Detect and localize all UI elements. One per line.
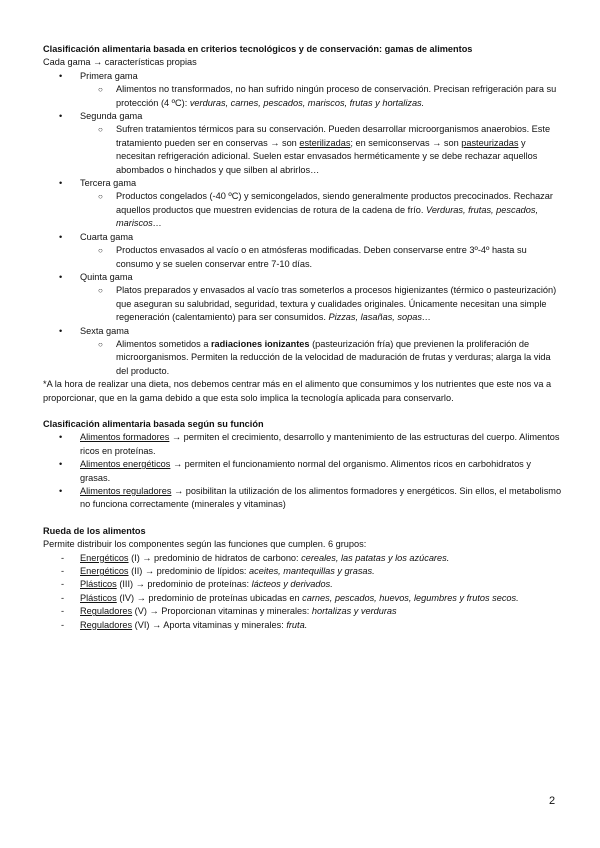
rueda-term: Reguladores (80, 619, 133, 630)
funcion-text: → permiten el crecimiento, desarrollo y mantenimiento de las estructuras del cuerpo. Alimentos ricos en proteínas. (80, 432, 560, 456)
gamas-note: *A la hora de realizar una dieta, nos debemos centrar más en el alimento que consumimos y los nutrientes que este nos va a proporcionar, que en la gama debido a que esta solo implica la tecnología aplicada para conservarlo. (43, 379, 552, 403)
desc-examples: Pizzas, lasañas, sopas… (328, 312, 432, 323)
desc-text: Alimentos sometidos a (116, 338, 211, 349)
rueda-examples: carnes, pescados, huevos, legumbres y frutos secos. (302, 592, 519, 603)
desc-text: Productos envasados al vacío o en atmósferas modificadas. Deben conservarse entre 3º-4º hasta su consumo y se suelen conservar entre 7-10 días. (116, 245, 527, 269)
section-title-gamas: Clasificación alimentaria basada en criterios tecnológicos y de conservación: gamas de alimentos (43, 44, 473, 54)
gama-item: • Quinta gama (59, 271, 133, 282)
rueda-list (43, 552, 563, 632)
term-pasteurizadas: pasteurizadas (461, 137, 519, 148)
gama-description: ○ Alimentos sometidos a radiaciones ionizantes (pasteurización fría) que previenen la proliferación de microorganismos. Permiten la reducción de la velocidad de maduración de frutas y verduras; alarga la vida del producto. (98, 338, 551, 376)
funcion-text: → posibilitan la utilización de los alimentos formadores y energéticos. Sin ellos, el metabolismo no funciona correctamente (minerales y vitaminas) (80, 486, 562, 510)
desc-text: ; en semiconservas → son (350, 137, 462, 148)
gama-item: • Cuarta gama (59, 231, 134, 242)
gama-name: Tercera gama (80, 178, 137, 189)
gama-description: ○ Alimentos no transformados, no han sufrido ningún proceso de conservación. Precisan refrigeración para su protección (4 ºC): verduras, carnes, pescados, mariscos, frutas y hortalizas. (98, 84, 557, 108)
rueda-term: Energéticos (80, 552, 129, 563)
funcion-item: • Alimentos energéticos → permiten el funcionamiento normal del organismo. Alimentos ricos en carbohidratos y grasas. (59, 459, 531, 483)
gama-name: Cuarta gama (80, 231, 134, 242)
desc-examples: Verduras, frutas, pescados, mariscos… (116, 204, 539, 229)
rueda-term: Energéticos (80, 566, 129, 577)
rueda-text: (III) → predominio de proteínas: (116, 579, 252, 590)
rueda-examples: cereales, las patatas y los azúcares. (301, 552, 450, 563)
gama-name: Quinta gama (80, 271, 133, 282)
desc-text: (pasteurización fría) que previenen la proliferación de microorganismos. Permiten la reducción de la velocidad de maduración de frutas y verduras; alarga la vida del producto. (116, 338, 551, 376)
rueda-item: - Energéticos (II) → predominio de lípidos: aceites, mantequillas y grasas. (61, 566, 375, 577)
funcion-item: • Alimentos reguladores → posibilitan la utilización de los alimentos formadores y energéticos. Sin ellos, el metabolismo no funciona correctamente (minerales y vitaminas) (59, 486, 562, 510)
funcion-item: • Alimentos formadores → permiten el crecimiento, desarrollo y mantenimiento de las estructuras del cuerpo. Alimentos ricos en proteínas. (59, 432, 560, 456)
page-number: 2 (549, 795, 556, 807)
desc-text: y necesitan refrigeración adicional. Suelen estar envasados herméticamente y se debe rechazar aquellos abombados o hinchados y que silben al abrirlos… (116, 137, 538, 175)
document-page (43, 43, 563, 632)
rueda-item: - Reguladores (VI) → Aporta vitaminas y minerales: fruta. (61, 619, 308, 630)
gama-description: ○ Platos preparados y envasados al vacío tras someterlos a procesos higienizantes (térmico o pasteurización) que aseguran su salubridad, seguridad, textura y cualidades originales. Únicamente necesitan una simple regeneración (calentamiento) para ser consumidos. Pizzas, lasañas, sopas… (98, 285, 557, 323)
funcion-term: Alimentos reguladores (80, 486, 172, 496)
gama-item: • Sexta gama (59, 325, 130, 336)
funcion-term: Alimentos formadores (80, 432, 170, 443)
funcion-text: → permiten el funcionamiento normal del organismo. Alimentos ricos en carbohidratos y grasas. (80, 459, 531, 483)
term-radiaciones: radiaciones ionizantes (210, 338, 310, 349)
rueda-text: (VI) → Aporta vitaminas y minerales: (132, 619, 287, 630)
rueda-term: Plásticos (80, 579, 117, 590)
desc-text: Alimentos no transformados, no han sufrido ningún proceso de conservación. Precisan refrigeración para su protección (4 ºC): (116, 84, 557, 108)
rueda-text: (IV) → predominio de proteínas ubicadas en (116, 592, 303, 603)
term-esterilizadas: esterilizadas (299, 137, 351, 148)
rueda-item: - Plásticos (III) → predominio de proteínas: lácteos y derivados. (61, 579, 333, 590)
rueda-text: (II) → predominio de lípidos: (128, 566, 250, 577)
rueda-item: - Plásticos (IV) → predominio de proteínas ubicadas en carnes, pescados, huevos, legumbres y frutos secos. (61, 592, 519, 603)
gama-description: ○ Productos congelados (-40 ºC) y semicongelados, siendo generalmente productos precocinados. Rechazar aquellos productos que muestren evidencias de rotura de la cadena de frío. Verduras, frutas, pescados, mariscos… (98, 191, 553, 229)
rueda-examples: hortalizas y verduras (311, 606, 397, 617)
section-title-funcion: Clasificación alimentaria basada según su función (43, 418, 264, 429)
gama-item: • Tercera gama (59, 178, 137, 189)
rueda-intro: Permite distribuir los componentes según las funciones que cumplen. 6 grupos: (43, 539, 367, 550)
desc-examples: verduras, carnes, pescados, mariscos, frutas y hortalizas. (189, 97, 425, 108)
gama-description: ○ Sufren tratamientos térmicos para su conservación. Pueden desarrollar microorganismos anaerobios. Este tratamiento pueden ser en conservas → son esterilizadas; en semiconservas → son pasteurizadas y necesitan refrigeración adicional. Suelen estar envasados herméticamente y se debe rechazar aquellos abombados o hinchados y que silben al abrirlos… (98, 124, 551, 175)
rueda-term: Plásticos (80, 592, 117, 603)
gama-item: • Primera gama (59, 70, 138, 81)
rueda-examples: lácteos y derivados. (251, 579, 333, 590)
rueda-text: (I) → predominio de hidratos de carbono: (128, 552, 302, 563)
desc-text: Platos preparados y envasados al vacío tras someterlos a procesos higienizantes (térmico o pasteurización) que aseguran su salubridad, seguridad, textura y cualidades originales. Únicamente necesitan una simple regeneración (calentamiento) para ser consumidos. (116, 285, 557, 323)
gamas-intro: Cada gama → características propias (43, 57, 197, 68)
gama-item: • Segunda gama (59, 111, 143, 122)
gama-name: Sexta gama (80, 325, 130, 336)
gama-name: Segunda gama (80, 111, 143, 122)
gama-description: ○ Productos envasados al vacío o en atmósferas modificadas. Deben conservarse entre 3º-4º hasta su consumo y se suelen conservar entre 7-10 días. (98, 245, 527, 269)
gamas-list (43, 70, 563, 378)
rueda-item: - Energéticos (I) → predominio de hidratos de carbono: cereales, las patatas y los azúcares. (61, 552, 450, 563)
desc-text: Sufren tratamientos térmicos para su conservación. Pueden desarrollar microorganismos anaerobios. Este tratamiento pueden ser en conservas → son (116, 124, 551, 148)
section-title-rueda: Rueda de los alimentos (43, 525, 146, 536)
funcion-list (43, 431, 563, 511)
rueda-text: (V) → Proporcionan vitaminas y minerales: (132, 606, 312, 617)
rueda-examples: aceites, mantequillas y grasas. (249, 566, 375, 577)
desc-text: Productos congelados (-40 ºC) y semicongelados, siendo generalmente productos precocinados. Rechazar aquellos productos que muestren evidencias de rotura de la cadena de frío. (116, 191, 553, 215)
gama-name: Primera gama (80, 70, 138, 81)
rueda-item: - Reguladores (V) → Proporcionan vitaminas y minerales: hortalizas y verduras (61, 606, 397, 617)
rueda-term: Reguladores (80, 606, 133, 617)
funcion-term: Alimentos energéticos (80, 459, 171, 470)
rueda-examples: fruta. (286, 619, 308, 630)
